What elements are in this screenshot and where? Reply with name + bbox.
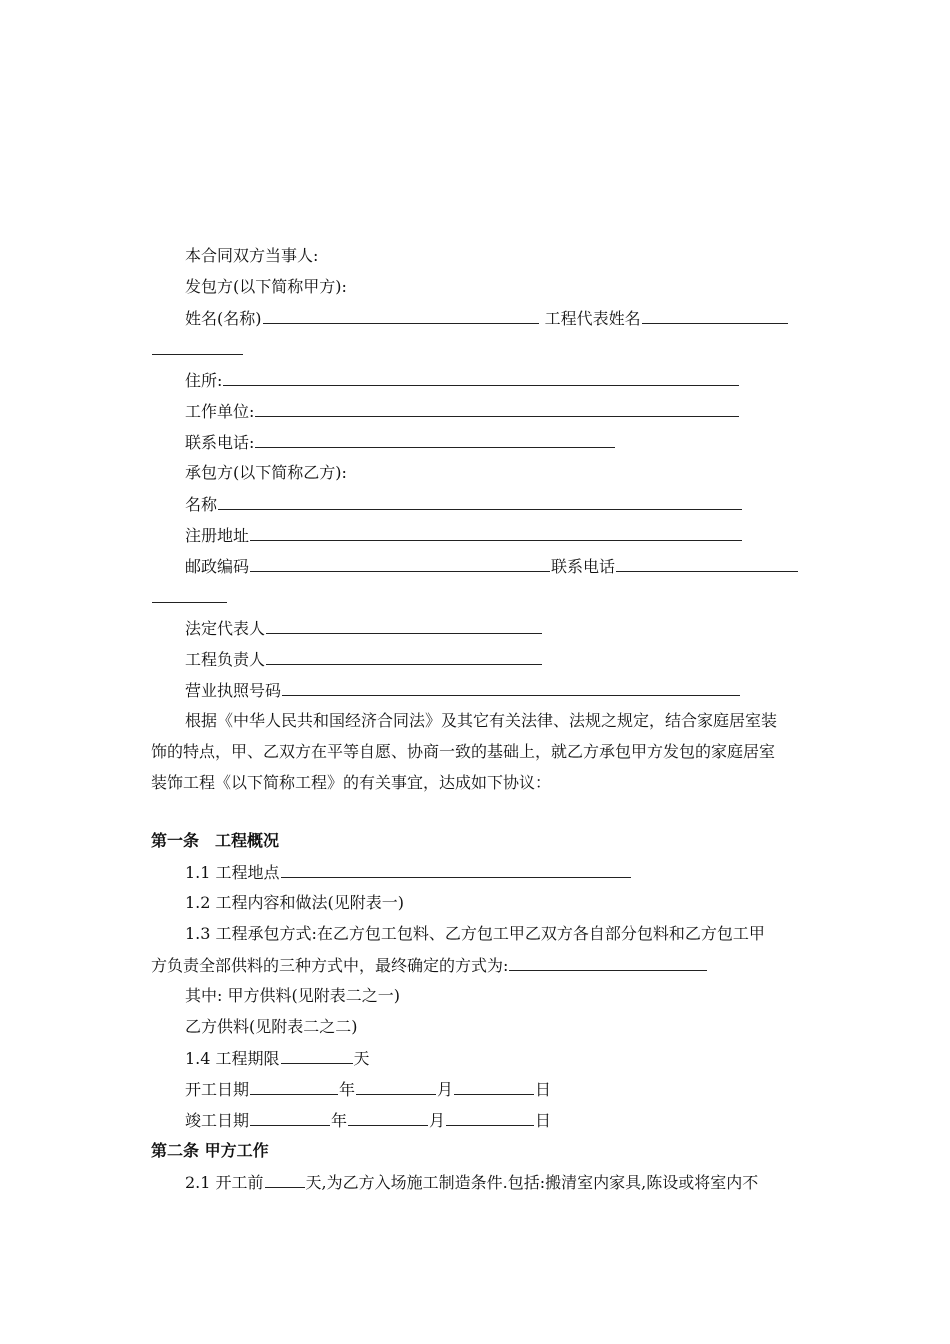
item-1-4-row (185, 1047, 370, 1070)
period-blank[interactable] (281, 1047, 353, 1064)
party-b-phone-blank-wrap (151, 586, 228, 609)
party-a-address-label: 住所: (185, 371, 223, 390)
party-b-manager-label: 工程负责人 (185, 650, 266, 669)
item-2-1-suffix: 天,为乙方入场施工制造条件.包括:搬清室内家具,陈设或将室内不 (305, 1173, 759, 1192)
finish-month-blank[interactable] (348, 1109, 428, 1126)
preamble-line: 根据《中华人民共和国经济合同法》及其它有关法律、法规之规定，结合家庭居室装 (185, 711, 778, 730)
party-b-license-blank[interactable] (282, 679, 740, 696)
site-blank[interactable] (281, 861, 631, 878)
party-a-phone-label: 联系电话: (185, 433, 255, 452)
party-a-rep-blank-cont[interactable] (152, 338, 243, 355)
start-day-blank[interactable] (454, 1078, 534, 1095)
start-date-row (185, 1078, 551, 1101)
article-2-title: 第二条 甲方工作 (151, 1141, 269, 1160)
item-2-1-days-blank[interactable] (265, 1171, 305, 1188)
party-a-name-blank[interactable] (263, 307, 539, 324)
party-b-license-row (185, 679, 741, 702)
mode-blank[interactable] (509, 954, 707, 971)
party-a-rep-blank[interactable] (642, 307, 788, 324)
party-b-reg-address-label: 注册地址 (185, 526, 250, 545)
party-b-reg-address-row (185, 524, 743, 547)
party-b-phone-label: 联系电话 (551, 557, 616, 576)
article-1-title: 第一条 工程概况 (151, 831, 280, 850)
finish-day-label: 日 (535, 1111, 552, 1130)
party-b-postcode-blank[interactable] (250, 555, 550, 572)
party-b-legal-rep-blank[interactable] (266, 617, 542, 634)
party-b-name-row (185, 493, 743, 516)
party-a-phone-blank[interactable] (255, 431, 615, 448)
start-day-label: 日 (535, 1080, 552, 1099)
supply-a-text: 其中: 甲方供料(见附表二之一) (185, 986, 400, 1005)
item-1-3-line2-row (151, 954, 708, 977)
start-year-blank[interactable] (250, 1078, 338, 1095)
party-b-postcode-row (185, 555, 799, 578)
party-b-license-label: 营业执照号码 (185, 681, 282, 700)
party-b-name-label: 名称 (185, 495, 218, 514)
finish-year-blank[interactable] (250, 1109, 330, 1126)
finish-label: 竣工日期 (185, 1111, 250, 1130)
party-a-rep-blank-wrap (151, 338, 244, 361)
party-a-heading: 发包方(以下简称甲方): (185, 277, 347, 296)
preamble-paragraph (151, 705, 806, 798)
start-month-blank[interactable] (356, 1078, 436, 1095)
item-1-3-line2: 方负责全部供料的三种方式中，最终确定的方式为: (151, 956, 509, 975)
item-1-3-line1: 1.3 工程承包方式:在乙方包工包料、乙方包工甲乙双方各自部分包料和乙方包工甲 (185, 924, 765, 943)
party-b-legal-rep-row (185, 617, 543, 640)
finish-year-label: 年 (331, 1111, 348, 1130)
finish-day-blank[interactable] (446, 1109, 534, 1126)
supply-b-text: 乙方供料(见附表二之二) (185, 1017, 358, 1036)
party-b-heading: 承包方(以下简称乙方): (185, 463, 347, 482)
finish-date-row (185, 1109, 551, 1132)
party-a-work-unit-label: 工作单位: (185, 402, 255, 421)
item-1-2-text: 1.2 工程内容和做法(见附表一) (185, 893, 405, 912)
item-2-1-row (185, 1171, 758, 1194)
item-1-1-label: 1.1 工程地点 (185, 863, 280, 882)
party-a-address-blank[interactable] (223, 369, 739, 386)
party-a-work-unit-row (185, 400, 740, 423)
start-month-label: 月 (437, 1080, 454, 1099)
preamble-line: 装饰工程《以下简称工程》的有关事宜，达成如下协议： (151, 773, 552, 792)
party-a-address-row (185, 369, 740, 392)
finish-month-label: 月 (429, 1111, 446, 1130)
party-b-manager-row (185, 648, 543, 671)
period-unit: 天 (353, 1049, 370, 1068)
party-b-phone-blank[interactable] (616, 555, 798, 572)
party-b-postcode-label: 邮政编码 (185, 557, 250, 576)
party-a-name-row (185, 307, 789, 330)
party-a-phone-row (185, 431, 616, 454)
period-label: 1.4 工程期限 (185, 1049, 280, 1068)
intro-text: 本合同双方当事人: (185, 246, 319, 265)
party-b-name-blank[interactable] (218, 493, 742, 510)
party-a-name-label: 姓名(名称) (185, 309, 262, 328)
start-year-label: 年 (339, 1080, 356, 1099)
party-a-rep-label: 工程代表姓名 (544, 309, 641, 328)
item-2-1-prefix: 2.1 开工前 (185, 1173, 264, 1192)
party-b-phone-blank-cont[interactable] (152, 586, 227, 603)
party-b-reg-address-blank[interactable] (250, 524, 742, 541)
party-b-legal-rep-label: 法定代表人 (185, 619, 266, 638)
party-b-manager-blank[interactable] (266, 648, 542, 665)
preamble-line: 饰的特点，甲、乙双方在平等自愿、协商一致的基础上，就乙方承包甲方发包的家庭居室 (151, 742, 776, 761)
party-a-work-unit-blank[interactable] (255, 400, 739, 417)
item-1-1-row (185, 861, 632, 884)
start-label: 开工日期 (185, 1080, 250, 1099)
